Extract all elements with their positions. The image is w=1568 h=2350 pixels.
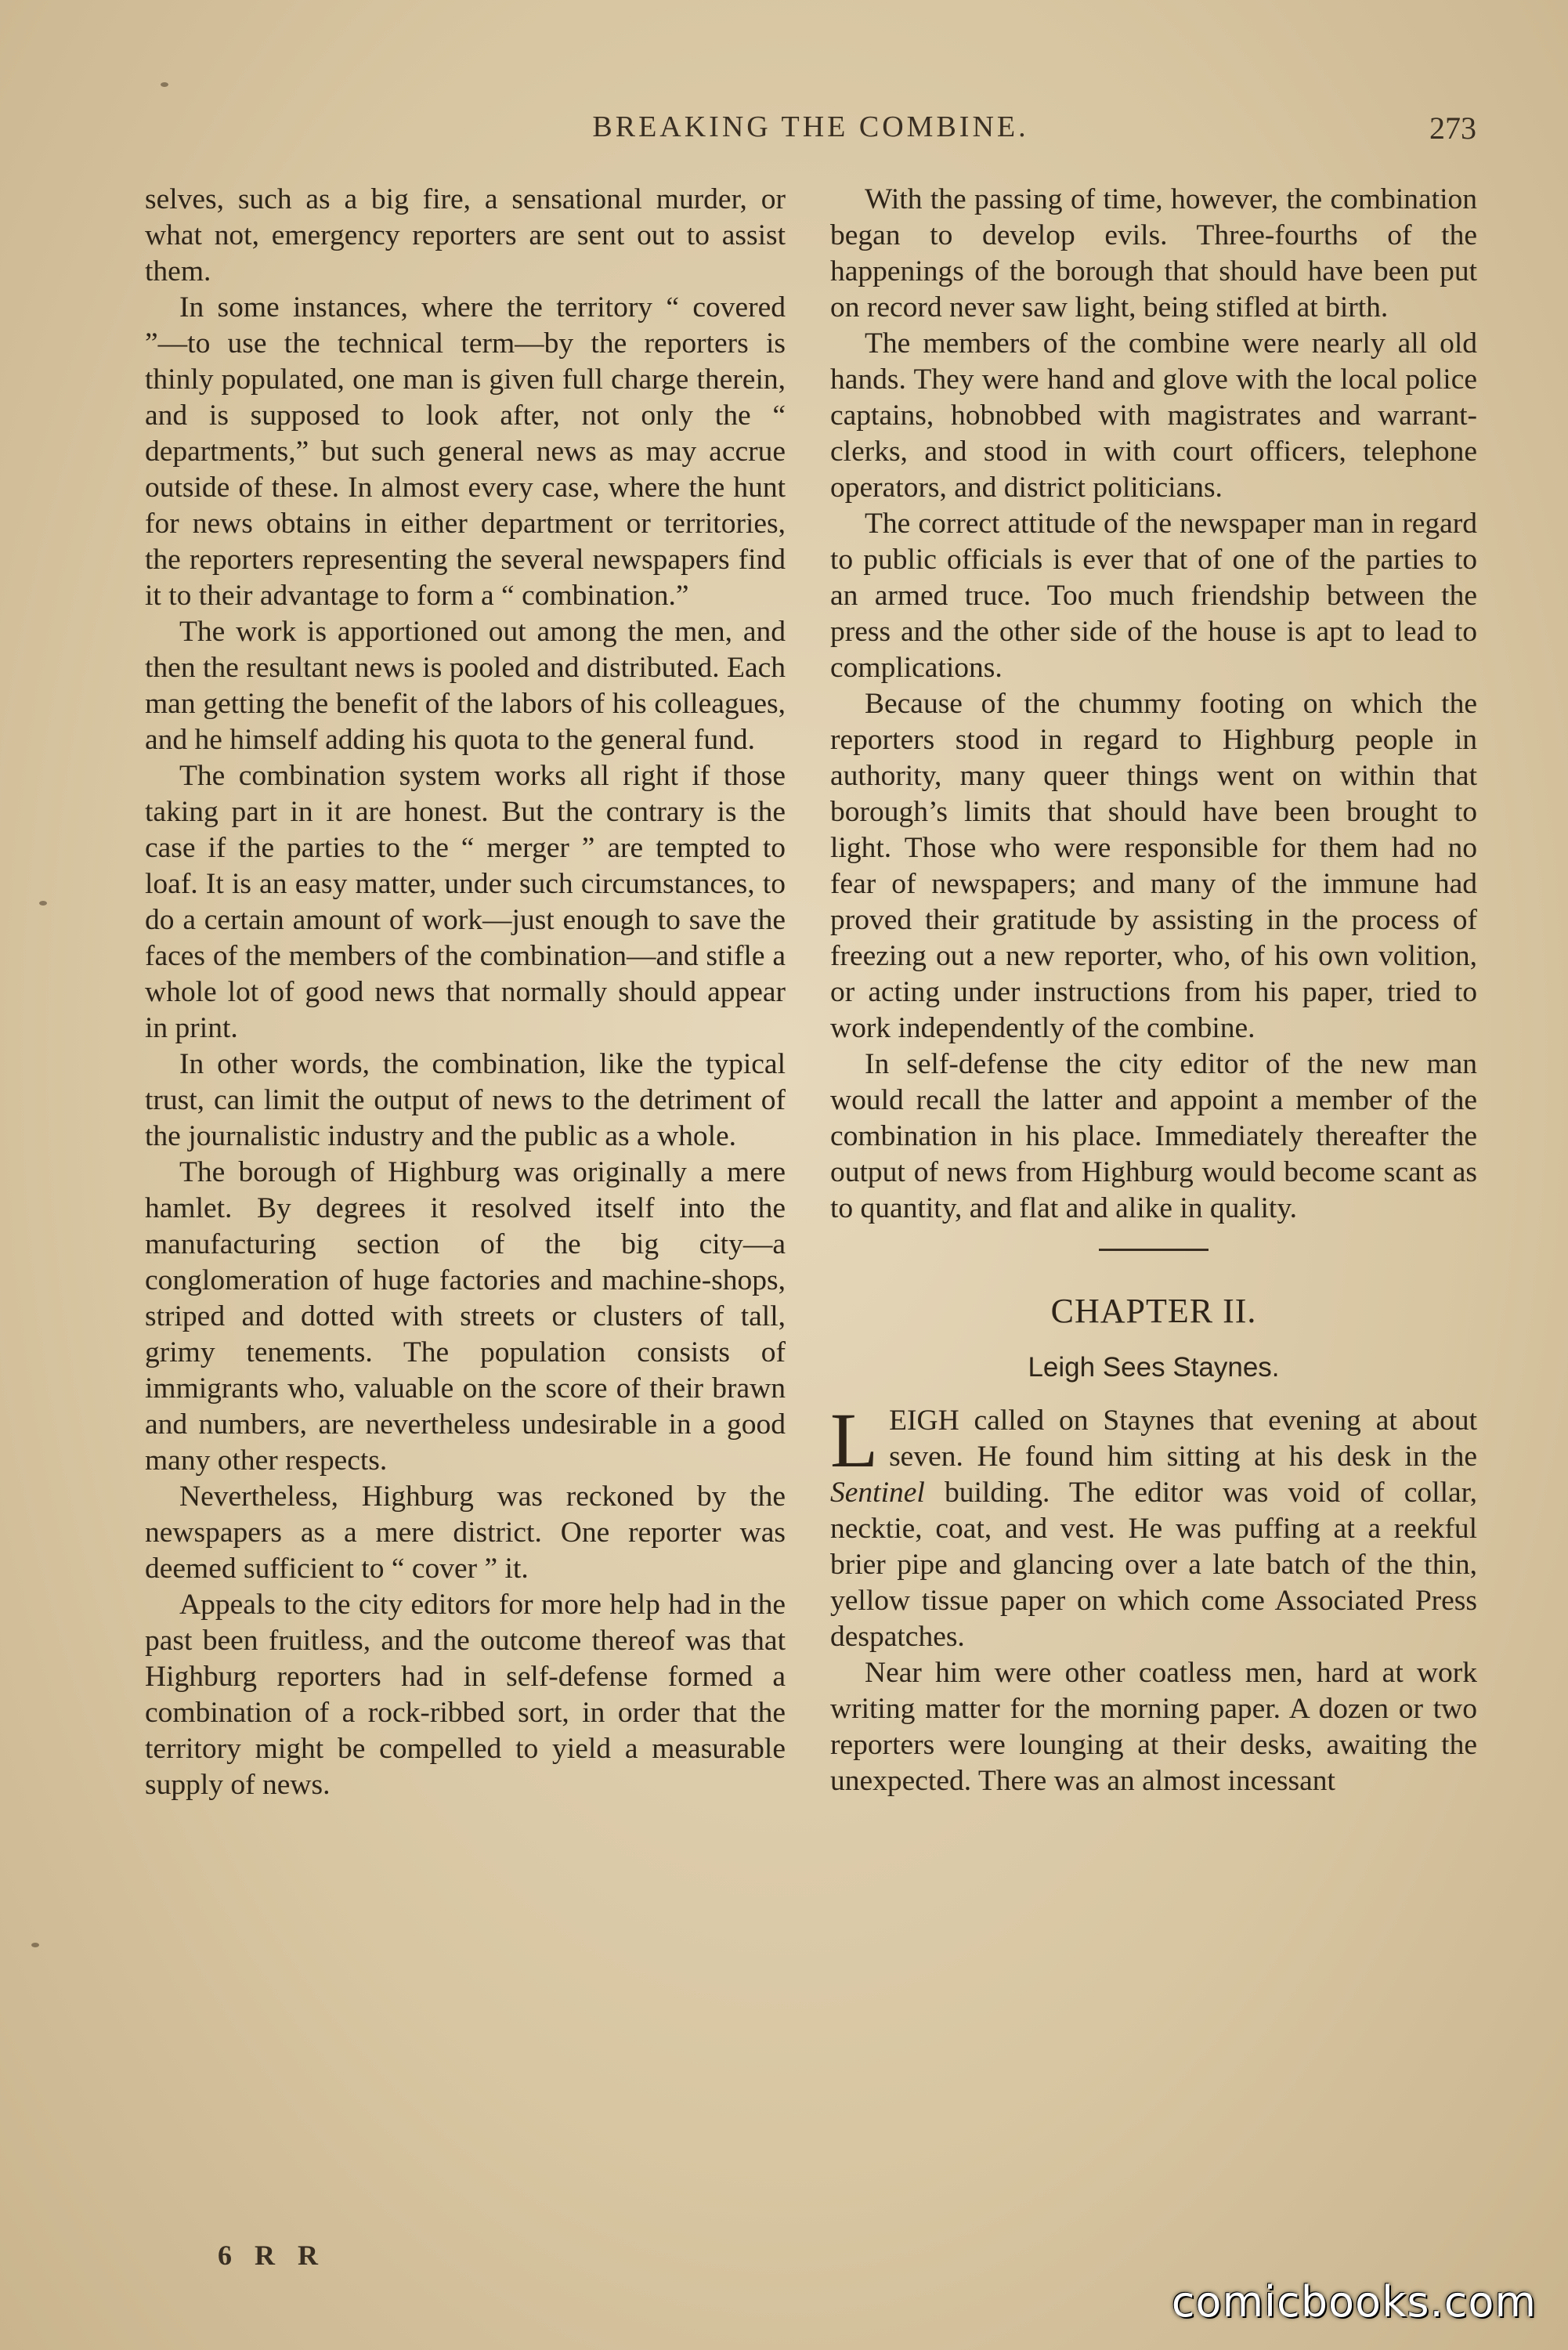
paragraph: Appeals to the city editors for more help had in the past been fruitless, and the outcome thereof was that Highburg reporters had in self-defense formed a combination of a rock-ribbed sort, in order that the territory might be compelled to yield a measurable supply of news. bbox=[145, 1589, 786, 1801]
chapter-title: CHAPTER II. bbox=[1050, 1292, 1257, 1330]
section-divider bbox=[1099, 1249, 1209, 1251]
ink-smudge bbox=[31, 1943, 39, 1947]
paragraph: The correct attitude of the newspaper man in regard to public officials is ever that of one of the parties to an armed truce. Too much friendship between the press and the other side of the house is apt to lead to complications. bbox=[830, 508, 1477, 684]
paragraph: In other words, the combination, like the typical trust, can limit the output of news to the detriment of the journalistic industry and the public as a whole. bbox=[145, 1048, 786, 1152]
drop-cap: L bbox=[830, 1397, 879, 1484]
running-title: BREAKING THE COMBINE. bbox=[592, 110, 1029, 143]
first-paragraph-text-a: EIGH called on Staynes that evening at about seven. He found him sitting at his desk in the bbox=[889, 1405, 1477, 1473]
chapter-first-paragraph bbox=[830, 1397, 1477, 1655]
watermark: comicbooks.com bbox=[1171, 2277, 1537, 2326]
paragraph: Nevertheless, Highburg was reckoned by the newspapers as a mere district. One reporter was deemed sufficient to “ cover ” it. bbox=[145, 1480, 786, 1585]
paragraph: In self-defense the city editor of the new man would recall the latter and appoint a member of the combination in his place. Immediately thereafter the output of news from Highburg would become scant as to quantity, and flat and alike in quality. bbox=[830, 1048, 1477, 1224]
printer-signature: 6 R R bbox=[218, 2240, 326, 2271]
paragraph: With the passing of time, however, the combination began to develop evils. Three-fourths of the happenings of the borough that should have been put on record never saw light, being stifled at birth. bbox=[830, 183, 1477, 324]
paragraph: The combination system works all right if those taking part in it are honest. But the contrary is the case if the parties to the “ merger ” are tempted to loaf. It is an easy matter, under such circumstances, to do a certain amount of work—just enough to save the faces of the members of the combination—and stifle a whole lot of good news that normally should appear in print. bbox=[145, 760, 786, 1044]
chapter-second-paragraph: Near him were other coatless men, hard at work writing matter for the morning paper. A dozen or two reporters were lounging at their desks, awaiting the unexpected. There was an almost incessant bbox=[830, 1657, 1477, 1797]
paragraph: In some instances, where the territory “ covered ”—to use the technical term—by the reporters is thinly populated, one man is given full charge therein, and is supposed to look after, not only the “ departments,” but such general news as may accrue outside of these. In almost every case, where the hunt for news obtains in either department or territories, the reporters representing the several newspapers find it to their advantage to form a “ combination.” bbox=[145, 291, 786, 612]
page-number: 273 bbox=[1429, 110, 1476, 146]
newspaper-name: Sentinel bbox=[830, 1477, 925, 1509]
ink-smudge bbox=[39, 901, 47, 906]
right-column bbox=[830, 182, 1477, 1799]
ink-smudge bbox=[161, 82, 168, 87]
page-header bbox=[145, 110, 1476, 157]
paragraph: The members of the combine were nearly all old hands. They were hand and glove with the local police captains, hobnobbed with magistrates and warrant-clerks, and stood in with court officers, telephone operators, and district politicians. bbox=[830, 327, 1477, 504]
left-column bbox=[145, 182, 786, 1803]
paragraph: The work is apportioned out among the men, and then the resultant news is pooled and distributed. Each man getting the benefit of the labors of his colleagues, and he himself adding his quota to the general fund. bbox=[145, 616, 786, 756]
paragraph: The borough of Highburg was originally a mere hamlet. By degrees it resolved itself into the manufacturing section of the big city—a conglomeration of huge factories and machine-shops, striped and dotted with streets or clusters of tall, grimy tenements. The population consists of immigrants who, valuable on the score of their brawn and numbers, are nevertheless undesirable in a good many other respects. bbox=[145, 1156, 786, 1477]
first-paragraph-text-b: building. The editor was void of collar, necktie, coat, and vest. He was puffing at a reekful brier pipe and glancing over a late batch of the thin, yellow tissue paper on which come Associated Press despatches. bbox=[830, 1477, 1477, 1653]
right-column-paragraphs bbox=[830, 182, 1477, 1227]
paragraph: selves, such as a big fire, a sensational murder, or what not, emergency reporters are sent out to assist them. bbox=[145, 183, 786, 287]
chapter-subtitle: Leigh Sees Staynes. bbox=[1028, 1352, 1280, 1383]
paragraph: Because of the chummy footing on which the reporters stood in regard to Highburg people in authority, many queer things went on within that borough’s limits that should have been brought to light. Those who were responsible for them had no fear of newspapers; and many of the immune had proved their gratitude by assisting in the process of freezing out a new reporter, who, of his own volition, or acting under instructions from his paper, tried to work independently of the combine. bbox=[830, 688, 1477, 1044]
